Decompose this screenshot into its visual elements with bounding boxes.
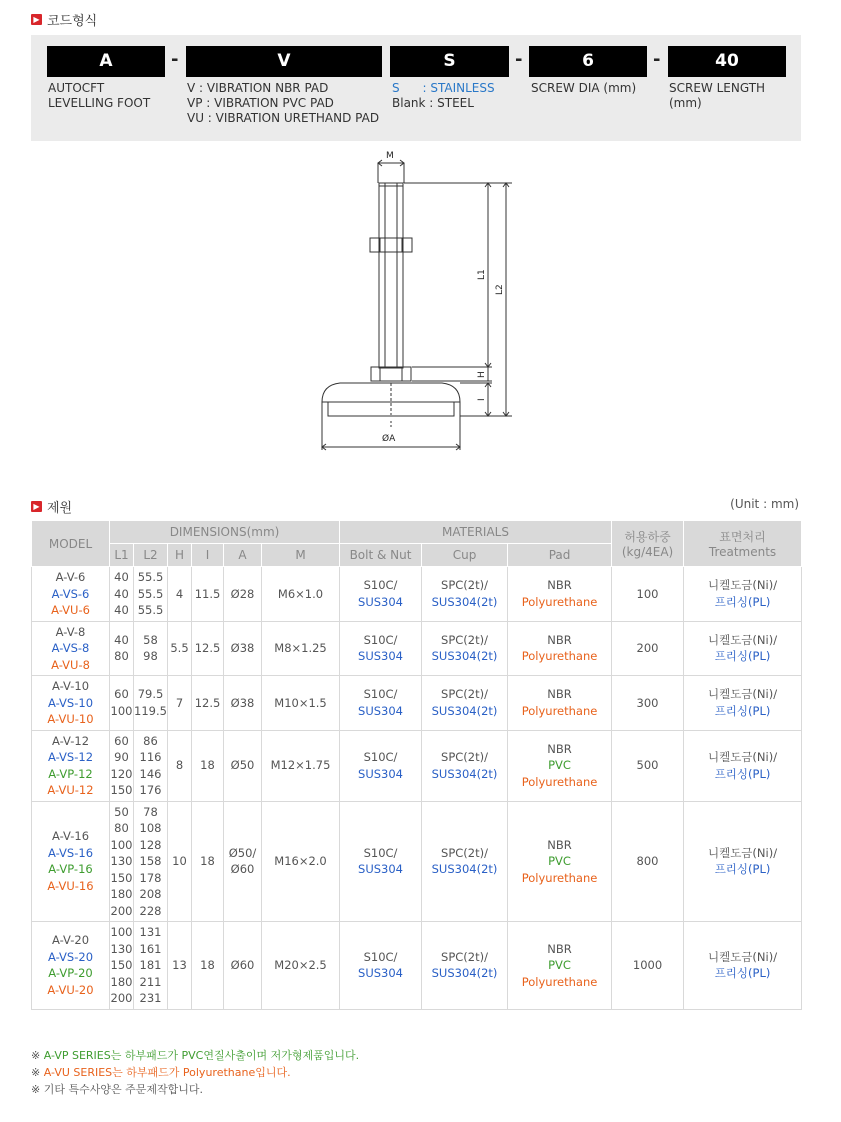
- cell-l1: 100 130 150 180 200: [110, 922, 134, 1010]
- cell-h: 4: [168, 567, 192, 622]
- cell-load: 100: [612, 567, 684, 622]
- cell-cup: SPC(2t)/ SUS304(2t): [422, 922, 508, 1010]
- code-part-40: 40: [668, 46, 786, 77]
- header-i: I: [192, 544, 224, 567]
- cell-l1: 40 40 40: [110, 567, 134, 622]
- header-cup: Cup: [422, 544, 508, 567]
- cell-m: M12×1.75: [262, 730, 340, 801]
- cell-a: Ø60: [224, 922, 262, 1010]
- label-i: I: [477, 398, 487, 401]
- cell-i: 18: [192, 801, 224, 922]
- spec-table: [31, 520, 802, 1010]
- code-desc-40: SCREW LENGTH (mm): [669, 81, 766, 110]
- arrow-bullet-icon: ▶: [31, 501, 42, 512]
- header-l1: L1: [110, 544, 134, 567]
- cell-a: Ø50/ Ø60: [224, 801, 262, 922]
- cell-bolt-nut: S10C/ SUS304: [340, 676, 422, 731]
- cell-bolt-nut: S10C/ SUS304: [340, 801, 422, 922]
- cell-l1: 50 80 100 130 150 180 200: [110, 801, 134, 922]
- cell-l2: 55.5 55.5 55.5: [134, 567, 168, 622]
- cell-i: 11.5: [192, 567, 224, 622]
- cell-l2: 79.5 119.5: [134, 676, 168, 731]
- cell-h: 5.5: [168, 621, 192, 676]
- header-pad: Pad: [508, 544, 612, 567]
- cell-cup: SPC(2t)/ SUS304(2t): [422, 676, 508, 731]
- cell-bolt-nut: S10C/ SUS304: [340, 567, 422, 622]
- cell-surface: 니켈도금(Ni)/ 프리싱(PL): [684, 567, 802, 622]
- cell-l1: 60 90 120 150: [110, 730, 134, 801]
- code-part-6: 6: [529, 46, 647, 77]
- cell-h: 7: [168, 676, 192, 731]
- code-desc-a: AUTOCFT LEVELLING FOOT: [48, 81, 151, 110]
- table-row: [32, 676, 802, 731]
- section-header-specs: [31, 497, 72, 516]
- code-desc-v: V : VIBRATION NBR PAD VP : VIBRATION PVC PAD VU : VIBRATION URETHAND PAD: [187, 81, 380, 125]
- label-l1: L1: [477, 269, 487, 280]
- cell-h: 8: [168, 730, 192, 801]
- header-a: A: [224, 544, 262, 567]
- cell-model: A-V-8 A-VS-8 A-VU-8: [32, 621, 110, 676]
- cell-cup: SPC(2t)/ SUS304(2t): [422, 801, 508, 922]
- cell-m: M16×2.0: [262, 801, 340, 922]
- code-part-a: A: [47, 46, 165, 77]
- cell-l1: 40 80: [110, 621, 134, 676]
- upper-nut: [370, 238, 412, 252]
- cell-a: Ø50: [224, 730, 262, 801]
- label-m: M: [386, 151, 394, 161]
- cell-load: 1000: [612, 922, 684, 1010]
- cell-i: 12.5: [192, 621, 224, 676]
- cell-m: M20×2.5: [262, 922, 340, 1010]
- header-dimensions: DIMENSIONS(mm): [110, 521, 340, 544]
- note-item: ※ 기타 특수사양은 주문제작합니다.: [31, 1083, 203, 1096]
- cell-bolt-nut: S10C/ SUS304: [340, 922, 422, 1010]
- code-dash: -: [515, 49, 523, 70]
- cell-pad: NBR PVC Polyurethane: [508, 922, 612, 1010]
- cell-i: 18: [192, 730, 224, 801]
- header-load: 허용하중 (kg/4EA): [612, 521, 684, 567]
- cell-load: 500: [612, 730, 684, 801]
- cell-i: 18: [192, 922, 224, 1010]
- cell-surface: 니켈도금(Ni)/ 프리싱(PL): [684, 801, 802, 922]
- cell-l1: 60 100: [110, 676, 134, 731]
- table-row: [32, 621, 802, 676]
- cell-cup: SPC(2t)/ SUS304(2t): [422, 621, 508, 676]
- note-item: ※ A-VP SERIES는 하부패드가 PVC연질사출이며 저가형제품입니다.: [31, 1049, 360, 1062]
- code-dash: -: [653, 49, 661, 70]
- code-dash: -: [171, 49, 179, 70]
- cell-m: M6×1.0: [262, 567, 340, 622]
- cell-surface: 니켈도금(Ni)/ 프리싱(PL): [684, 621, 802, 676]
- code-part-v: V: [186, 46, 382, 77]
- cell-l2: 131 161 181 211 231: [134, 922, 168, 1010]
- section-title: 제원: [47, 501, 73, 516]
- header-model: MODEL: [32, 521, 110, 567]
- notes: [31, 1047, 359, 1098]
- code-desc-6: SCREW DIA (mm): [531, 81, 637, 95]
- header-materials: MATERIALS: [340, 521, 612, 544]
- arrow-bullet-icon: ▶: [31, 14, 42, 25]
- cell-pad: NBR Polyurethane: [508, 567, 612, 622]
- table-row: [32, 801, 802, 922]
- header-m: M: [262, 544, 340, 567]
- note-item: ※ A-VU SERIES는 하부패드가 Polyurethane입니다.: [31, 1066, 291, 1079]
- cell-pad: NBR Polyurethane: [508, 621, 612, 676]
- cell-surface: 니켈도금(Ni)/ 프리싱(PL): [684, 922, 802, 1010]
- cell-a: Ø38: [224, 676, 262, 731]
- bolt-shaft: [379, 183, 403, 368]
- cell-model: A-V-6 A-VS-6 A-VU-6: [32, 567, 110, 622]
- cell-l2: 86 116 146 176: [134, 730, 168, 801]
- cell-cup: SPC(2t)/ SUS304(2t): [422, 730, 508, 801]
- table-row: [32, 730, 802, 801]
- cell-cup: SPC(2t)/ SUS304(2t): [422, 567, 508, 622]
- cell-model: A-V-10 A-VS-10 A-VU-10: [32, 676, 110, 731]
- label-l2: L2: [495, 284, 505, 295]
- cell-load: 200: [612, 621, 684, 676]
- cell-surface: 니켈도금(Ni)/ 프리싱(PL): [684, 730, 802, 801]
- label-a: ØA: [382, 434, 396, 444]
- header-surface: 표면처리 Treatments: [684, 521, 802, 567]
- code-format-box: [31, 35, 801, 141]
- cell-m: M8×1.25: [262, 621, 340, 676]
- header-h: H: [168, 544, 192, 567]
- cell-load: 300: [612, 676, 684, 731]
- unit-label: (Unit : mm): [730, 497, 799, 511]
- cell-surface: 니켈도금(Ni)/ 프리싱(PL): [684, 676, 802, 731]
- section-header-code-format: [31, 10, 97, 29]
- cell-a: Ø28: [224, 567, 262, 622]
- cell-a: Ø38: [224, 621, 262, 676]
- code-desc-s: S : STAINLESS Blank : STEEL: [392, 81, 495, 110]
- table-row: [32, 922, 802, 1010]
- cell-h: 13: [168, 922, 192, 1010]
- cell-model: A-V-12 A-VS-12 A-VP-12 A-VU-12: [32, 730, 110, 801]
- code-part-s: S: [390, 46, 509, 77]
- lower-nut: [371, 367, 411, 381]
- cell-pad: NBR PVC Polyurethane: [508, 730, 612, 801]
- cell-l2: 58 98: [134, 621, 168, 676]
- cell-h: 10: [168, 801, 192, 922]
- cell-load: 800: [612, 801, 684, 922]
- header-bolt-nut: Bolt & Nut: [340, 544, 422, 567]
- cell-pad: NBR Polyurethane: [508, 676, 612, 731]
- cell-pad: NBR PVC Polyurethane: [508, 801, 612, 922]
- table-row: [32, 567, 802, 622]
- cell-m: M10×1.5: [262, 676, 340, 731]
- header-l2: L2: [134, 544, 168, 567]
- cell-bolt-nut: S10C/ SUS304: [340, 621, 422, 676]
- cell-bolt-nut: S10C/ SUS304: [340, 730, 422, 801]
- cell-model: A-V-16 A-VS-16 A-VP-16 A-VU-16: [32, 801, 110, 922]
- cell-i: 12.5: [192, 676, 224, 731]
- section-title: 코드형식: [47, 14, 98, 29]
- levelling-foot-drawing: [300, 145, 540, 455]
- label-h: H: [477, 371, 487, 378]
- cell-l2: 78 108 128 158 178 208 228: [134, 801, 168, 922]
- cell-model: A-V-20 A-VS-20 A-VP-20 A-VU-20: [32, 922, 110, 1010]
